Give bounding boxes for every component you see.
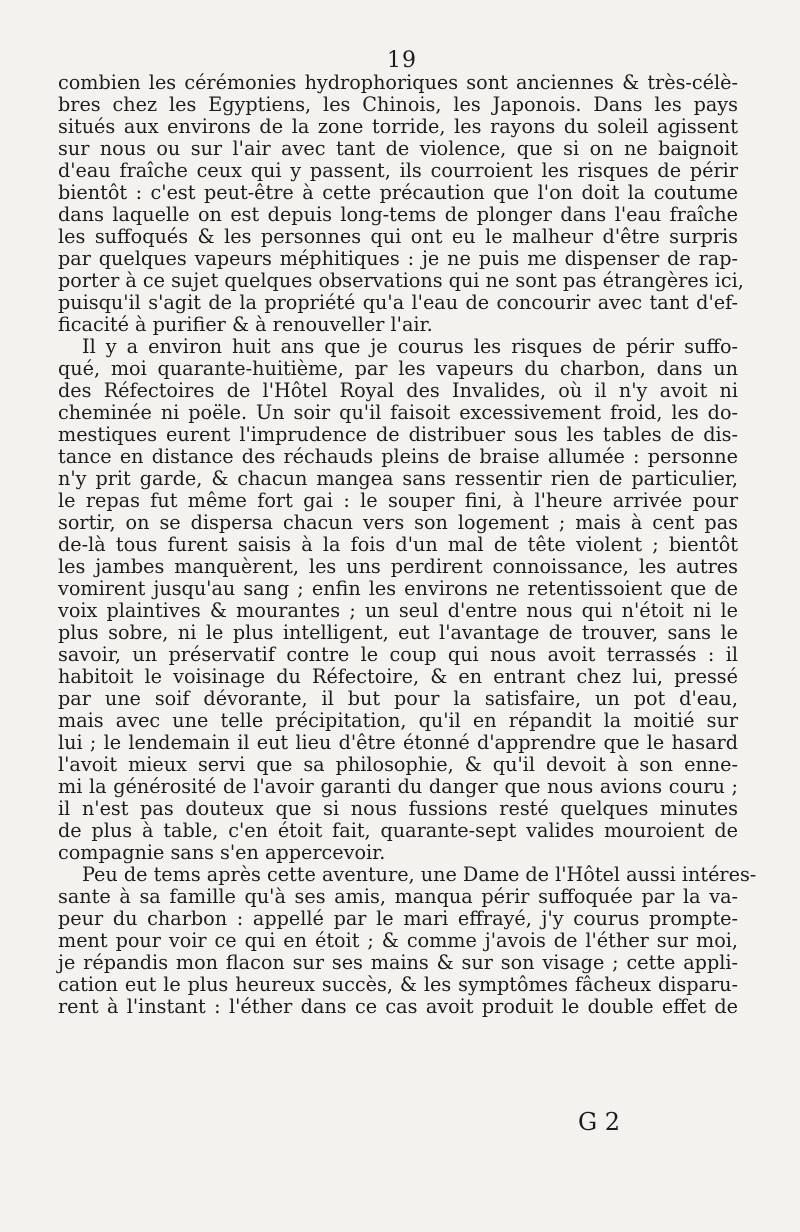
text-line: il n'est pas douteux que si nous fussions resté quelques minutes [58, 797, 738, 820]
text-line: Il y a environ huit ans que je courus les risques de périr suffo- [82, 335, 738, 358]
text-line: bres chez les Egyptiens, les Chinois, les Japonois. Dans les pays [58, 93, 738, 116]
text-line: habitoit le voisinage du Réfectoire, & en entrant chez lui, pressé [58, 665, 738, 688]
text-line: compagnie sans s'en appercevoir. [58, 841, 386, 864]
text-line: d'eau fraîche ceux qui y passent, ils courroient les risques de périr [58, 159, 738, 182]
text-line: cation eut le plus heureux succès, & les symptômes fâcheux disparu- [58, 973, 738, 996]
text-line: situés aux environs de la zone torride, les rayons du soleil agissent [58, 115, 738, 138]
text-line: savoir, un préservatif contre le coup qui nous avoit terrassés : il [58, 643, 738, 666]
text-line: vomirent jusqu'au sang ; enfin les environs ne retentissoient que de [58, 577, 738, 600]
text-line: peur du charbon : appellé par le mari effrayé, j'y courus prompte- [58, 907, 738, 930]
text-line: par quelques vapeurs méphitiques : je ne puis me dispenser de rap- [58, 247, 738, 270]
page-text [58, 71, 757, 1018]
text-line: n'y prit garde, & chacun mangea sans ressentir rien de particulier, [58, 467, 738, 490]
text-line: mestiques eurent l'imprudence de distribuer sous les tables de dis- [58, 423, 738, 446]
text-line: sante à sa famille qu'à ses amis, manqua périr suffoquée par la va- [58, 885, 738, 908]
page-number: 19 [387, 48, 417, 73]
text-line: de plus à table, c'en étoit fait, quarante-sept valides mouroient de [58, 819, 738, 842]
text-line: mi la générosité de l'avoir garanti du danger que nous avions couru ; [58, 775, 738, 798]
text-line: par une soif dévorante, il but pour la satisfaire, un pot d'eau, [58, 687, 738, 710]
text-line: puisqu'il s'agit de la propriété qu'a l'eau de concourir avec tant d'ef- [58, 291, 738, 314]
text-line: rent à l'instant : l'éther dans ce cas avoit produit le double effet de [58, 995, 738, 1018]
text-line: je répandis mon flacon sur ses mains & sur son visage ; cette appli- [58, 951, 738, 974]
text-line: ment pour voir ce qui en étoit ; & comme j'avois de l'éther sur moi, [58, 929, 738, 952]
text-line: sortir, on se dispersa chacun vers son logement ; mais à cent pas [58, 511, 738, 534]
text-line: plus sobre, ni le plus intelligent, eut l'avantage de trouver, sans le [58, 621, 738, 644]
text-line: Peu de tems après cette aventure, une Dame de l'Hôtel aussi intéres- [82, 863, 757, 886]
text-line: de-là tous furent saisis à la fois d'un mal de tête violent ; bientôt [58, 533, 738, 556]
text-line: combien les cérémonies hydrophoriques sont anciennes & très-célè- [58, 71, 738, 94]
text-line: des Réfectoires de l'Hôtel Royal des Invalides, où il n'y avoit ni [58, 379, 738, 402]
text-line: ficacité à purifier & à renouveller l'air. [58, 313, 433, 336]
text-line: les jambes manquèrent, les uns perdirent connoissance, les autres [58, 555, 738, 578]
text-line: cheminée ni poële. Un soir qu'il faisoit excessivement froid, les do- [58, 401, 738, 424]
text-line: qué, moi quarante-huitième, par les vapeurs du charbon, dans un [58, 357, 738, 380]
text-line: l'avoit mieux servi que sa philosophie, & qu'il devoit à son enne- [58, 753, 738, 776]
text-line: mais avec une telle précipitation, qu'il en répandit la moitié sur [58, 709, 738, 732]
signature-mark: G 2 [578, 1108, 621, 1136]
text-line: dans laquelle on est depuis long-tems de plonger dans l'eau fraîche [58, 203, 738, 226]
text-line: les suffoqués & les personnes qui ont eu le malheur d'être surpris [58, 225, 738, 248]
text-line: le repas fut même fort gai : le souper fini, à l'heure arrivée pour [58, 489, 738, 512]
text-line: porter à ce sujet quelques observations qui ne sont pas étrangères ici, [58, 269, 744, 292]
text-line: tance en distance des réchauds pleins de braise allumée : personne [58, 445, 738, 468]
text-line: sur nous ou sur l'air avec tant de violence, que si on ne baignoit [58, 137, 738, 160]
text-line: voix plaintives & mourantes ; un seul d'entre nous qui n'étoit ni le [58, 599, 738, 622]
text-line: lui ; le lendemain il eut lieu d'être étonné d'apprendre que le hasard [58, 731, 738, 754]
text-line: bientôt : c'est peut-être à cette précaution que l'on doit la coutume [58, 181, 738, 204]
